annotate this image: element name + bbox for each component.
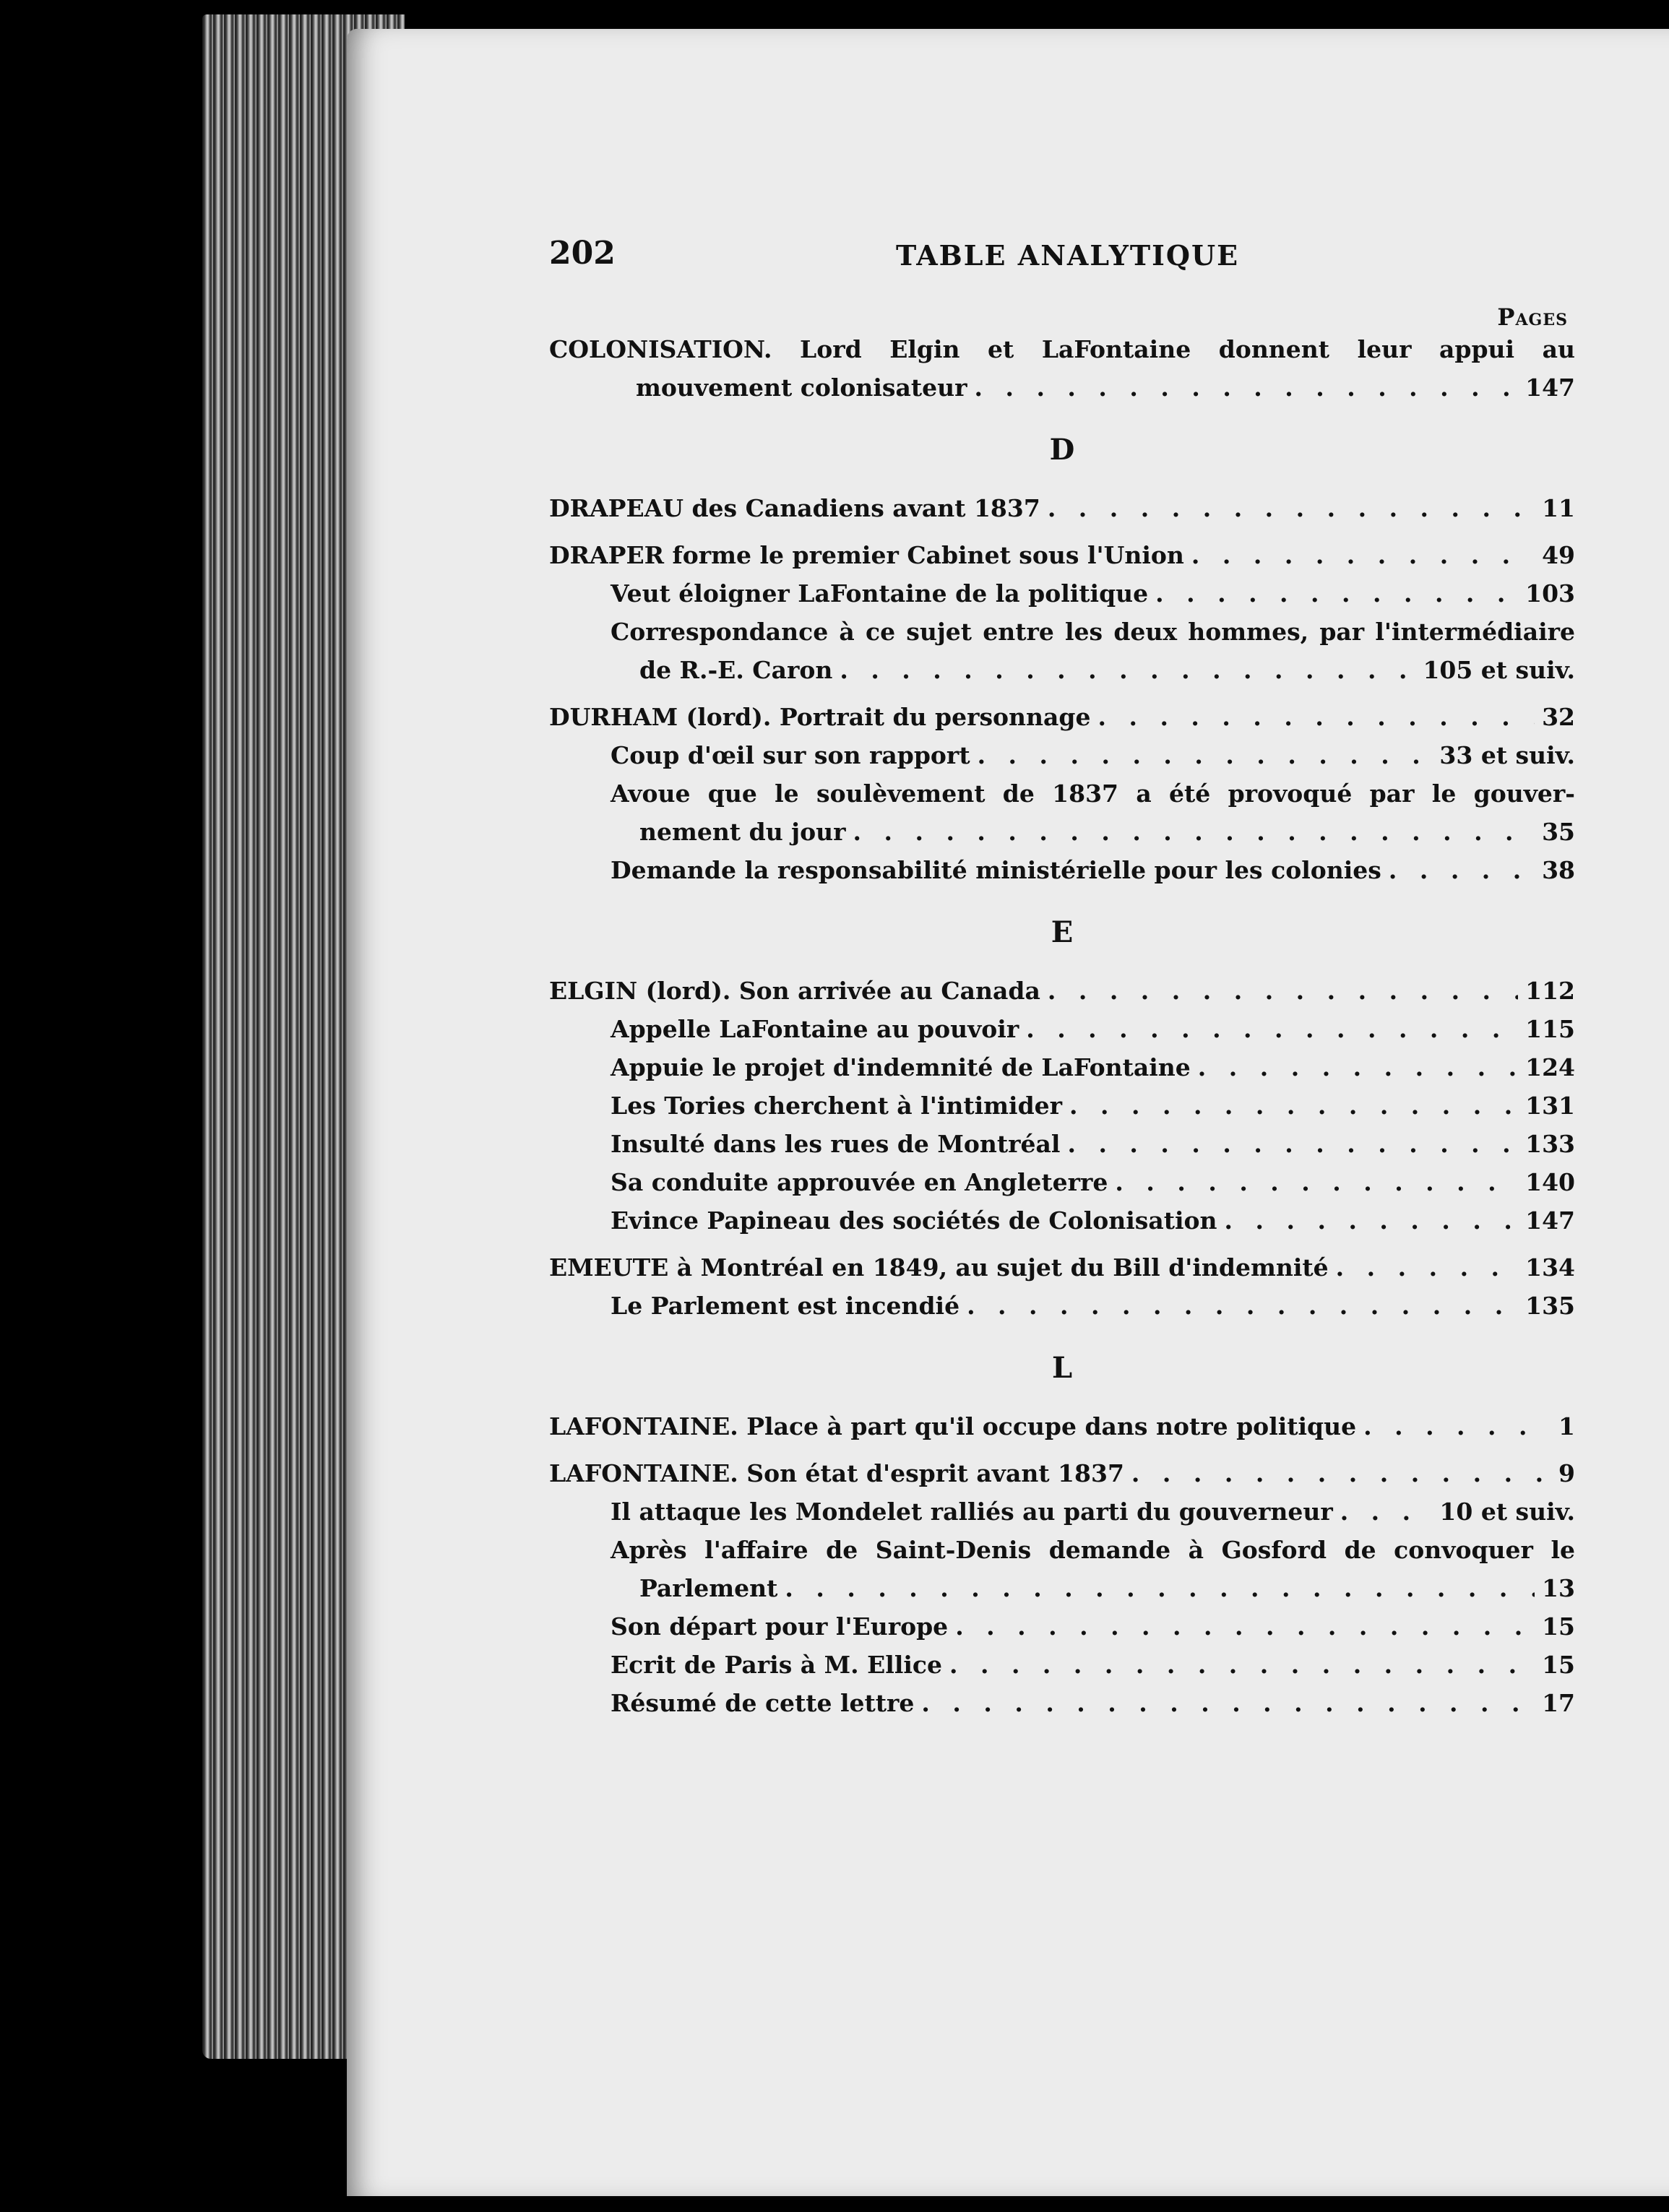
entry-last-line — [611, 1287, 1575, 1325]
page-reference: 9 — [1558, 1459, 1575, 1487]
entry-text: Sa conduite approuvée en Angleterre — [611, 1168, 1108, 1196]
pages-column-label: Pages — [1497, 303, 1568, 331]
dot-leader — [1191, 536, 1535, 574]
page-reference: 115 — [1525, 1015, 1575, 1043]
entry-last-line — [549, 1407, 1575, 1446]
index-entry — [549, 698, 1575, 736]
entry-text: Demande la responsabilité ministérielle pour les colonies — [611, 856, 1381, 884]
dot-leader — [955, 1607, 1535, 1646]
entry-text: Coup d'œil sur son rapport — [611, 741, 970, 769]
entry-last-line — [549, 1454, 1575, 1492]
index-subentry — [549, 1048, 1575, 1086]
entry-last-line — [611, 1607, 1575, 1646]
entry-text: Résumé de cette lettre — [611, 1689, 915, 1717]
entry-text: DRAPER forme le premier Cabinet sous l'Union — [549, 541, 1184, 569]
entry-text: Son départ pour l'Europe — [611, 1612, 949, 1641]
index-entry — [549, 1407, 1575, 1446]
index-entry — [549, 1454, 1575, 1492]
entry-last-line — [611, 1684, 1575, 1722]
entry-text: Veut éloigner LaFontaine de la politique — [611, 579, 1149, 608]
entry-last-line — [611, 813, 1575, 851]
index-entry — [549, 330, 1575, 407]
entry-text: Appelle LaFontaine au pouvoir — [611, 1015, 1019, 1043]
dot-leader — [975, 368, 1519, 407]
entry-text: DURHAM (lord). Portrait du personnage — [549, 703, 1091, 731]
index-subentry — [549, 1010, 1575, 1048]
page-reference: 15 — [1542, 1651, 1575, 1679]
page-reference: 112 — [1525, 977, 1575, 1005]
index-subentry — [549, 1287, 1575, 1325]
index-subentry — [549, 1163, 1575, 1201]
dot-leader — [1198, 1048, 1518, 1086]
dot-leader — [921, 1684, 1535, 1722]
dot-leader — [1097, 698, 1535, 736]
page-reference: 33 et suiv. — [1439, 741, 1575, 769]
entry-text-line: Correspondance à ce sujet entre les deux hommes, par l'intermédiaire — [611, 618, 1575, 646]
entry-text: LAFONTAINE. Son état d'esprit avant 1837 — [549, 1459, 1124, 1487]
page-reference: 49 — [1542, 541, 1575, 569]
page-reference: 131 — [1525, 1092, 1575, 1120]
page-reference: 11 — [1542, 494, 1575, 522]
index-subentry — [549, 613, 1575, 689]
dot-leader — [1225, 1201, 1519, 1240]
entry-last-line — [549, 536, 1575, 574]
dot-leader — [1363, 1407, 1551, 1446]
index-subentry — [549, 851, 1575, 889]
entry-last-line — [611, 1492, 1575, 1531]
page-reference: 133 — [1525, 1130, 1575, 1158]
dot-leader — [1048, 489, 1535, 527]
page-reference: 147 — [1525, 373, 1575, 402]
entry-last-line — [611, 1646, 1575, 1684]
dot-leader — [1131, 1454, 1551, 1492]
dot-leader — [1048, 972, 1518, 1010]
dot-leader — [1026, 1010, 1518, 1048]
entry-last-line — [549, 368, 1575, 407]
entry-text-line: Avoue que le soulèvement de 1837 a été provoqué par le gouver- — [611, 779, 1575, 808]
page-reference: 17 — [1542, 1689, 1575, 1717]
entry-last-line — [611, 1125, 1575, 1163]
entry-text: Evince Papineau des sociétés de Colonisation — [611, 1206, 1217, 1235]
dot-leader — [853, 813, 1535, 851]
entry-text: LAFONTAINE. Place à part qu'il occupe dans notre politique — [549, 1412, 1357, 1440]
entry-last-line — [611, 1086, 1575, 1125]
entry-text-line: Après l'affaire de Saint-Denis demande à Gosford de convoquer le — [611, 1536, 1575, 1564]
page-reference: 35 — [1542, 818, 1575, 846]
index-entry — [549, 536, 1575, 574]
page-reference: 15 — [1542, 1612, 1575, 1641]
page-reference: 134 — [1525, 1253, 1575, 1282]
entry-last-line — [549, 698, 1575, 736]
section-letter-heading: L — [1051, 1351, 1073, 1385]
page-number: 202 — [549, 235, 616, 272]
index-subentry — [549, 1086, 1575, 1125]
index-subentry — [549, 736, 1575, 774]
page-reference: 38 — [1542, 856, 1575, 884]
entry-text: Les Tories cherchent à l'intimider — [611, 1092, 1063, 1120]
entry-text: Le Parlement est incendié — [611, 1292, 960, 1320]
page-reference: 124 — [1525, 1053, 1575, 1081]
dot-leader — [1340, 1492, 1433, 1531]
entry-text: Il attaque les Mondelet ralliés au parti du gouverneur — [611, 1498, 1333, 1526]
page-reference: 135 — [1525, 1292, 1575, 1320]
index-entry — [549, 489, 1575, 527]
page-reference: 10 et suiv. — [1439, 1498, 1575, 1526]
entry-text: Ecrit de Paris à M. Ellice — [611, 1651, 942, 1679]
page-reference: 140 — [1525, 1168, 1575, 1196]
entry-text: nement du jour — [639, 818, 846, 846]
dot-leader — [1155, 574, 1518, 613]
entry-last-line — [549, 1248, 1575, 1287]
dot-leader — [1389, 851, 1535, 889]
index-subentry — [549, 574, 1575, 613]
page-reference: 13 — [1542, 1574, 1575, 1602]
dot-leader — [1115, 1163, 1518, 1201]
entry-text: DRAPEAU des Canadiens avant 1837 — [549, 494, 1040, 522]
index-entries — [549, 321, 1575, 1722]
dot-leader — [840, 651, 1415, 689]
index-subentry — [549, 1646, 1575, 1684]
dot-leader — [1067, 1125, 1518, 1163]
page-content — [549, 0, 1604, 2212]
dot-leader — [1336, 1248, 1518, 1287]
entry-text-line: COLONISATION. Lord Elgin et LaFontaine donnent leur appui au — [549, 335, 1575, 363]
page-reference: 147 — [1525, 1206, 1575, 1235]
entry-last-line — [611, 1010, 1575, 1048]
entry-text: mouvement colonisateur — [636, 373, 967, 402]
section-letter-heading: D — [1049, 433, 1075, 467]
index-subentry — [549, 1125, 1575, 1163]
index-subentry — [549, 1201, 1575, 1240]
entry-text: de R.-E. Caron — [639, 656, 833, 684]
page-reference: 105 et suiv. — [1423, 656, 1575, 684]
entry-last-line — [549, 489, 1575, 527]
entry-last-line — [611, 1569, 1575, 1607]
entry-text: EMEUTE à Montréal en 1849, au sujet du Bill d'indemnité — [549, 1253, 1329, 1282]
index-subentry — [549, 1684, 1575, 1722]
index-subentry — [549, 1607, 1575, 1646]
entry-last-line — [611, 851, 1575, 889]
entry-last-line — [611, 1201, 1575, 1240]
section-letter-heading: E — [1051, 915, 1074, 949]
page-reference: 103 — [1525, 579, 1575, 608]
entry-last-line — [611, 1163, 1575, 1201]
index-subentry — [549, 774, 1575, 851]
entry-text: Parlement — [639, 1574, 778, 1602]
dot-leader — [785, 1569, 1535, 1607]
entry-text: Appuie le projet d'indemnité de LaFontaine — [611, 1053, 1191, 1081]
page-reference: 32 — [1542, 703, 1575, 731]
running-header — [549, 235, 1604, 278]
index-entry — [549, 972, 1575, 1010]
index-entry — [549, 1248, 1575, 1287]
entry-last-line — [549, 972, 1575, 1010]
entry-text: Insulté dans les rues de Montréal — [611, 1130, 1061, 1158]
dot-leader — [967, 1287, 1518, 1325]
index-subentry — [549, 1492, 1575, 1531]
entry-last-line — [611, 1048, 1575, 1086]
index-subentry — [549, 1531, 1575, 1607]
dot-leader — [949, 1646, 1535, 1684]
entry-last-line — [611, 651, 1575, 689]
entry-last-line — [611, 736, 1575, 774]
page-reference: 1 — [1558, 1412, 1575, 1440]
entry-last-line — [611, 574, 1575, 613]
dot-leader — [1069, 1086, 1518, 1125]
dot-leader — [978, 736, 1433, 774]
entry-text: ELGIN (lord). Son arrivée au Canada — [549, 977, 1040, 1005]
running-title: TABLE ANALYTIQUE — [896, 239, 1240, 272]
